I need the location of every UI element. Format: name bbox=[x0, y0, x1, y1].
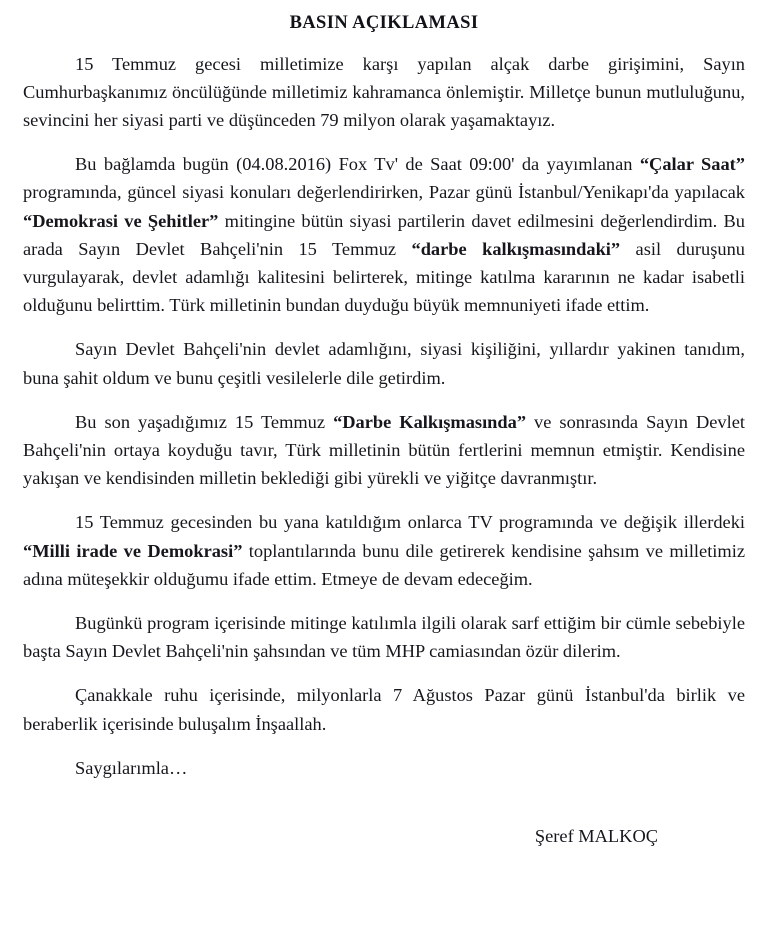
emphasized-text: “Darbe Kalkışmasında” bbox=[333, 411, 527, 432]
closing-salutation: Saygılarımla… bbox=[75, 757, 188, 778]
emphasized-text: “Çalar Saat” bbox=[639, 154, 745, 175]
paragraph-7: Çanakkale ruhu içerisinde, milyonlarla 7 Ağustos Pazar günü İstanbul'da birlik ve beraberlik içerisinde buluşalım İnşaallah. bbox=[23, 685, 745, 734]
paragraph-5: 15 Temmuz gecesinden bu yana katıldığım onlarca TV programında ve değişik illerdeki “Milli irade ve Demokrasi” toplantılarında bunu dile getirerek kendisine şahsım ve milletimiz adına müteşekkir olduğumu ifade ettim. Etmeye de devam edeceğim. bbox=[23, 512, 745, 589]
paragraph-2: Bu bağlamda bugün (04.08.2016) Fox Tv' de Saat 09:00' da yayımlanan “Çalar Saat” programında, güncel siyasi konuları değerlendirirken, Pazar günü İstanbul/Yenikapı'da yapılacak “Demokrasi ve Şehitler” mitingine bütün siyasi partilerin davet edilmesini değerlendirdim. Bu arada Sayın Devlet Bahçeli'nin 15 Temmuz “darbe kalkışmasındaki” asil duruşunu vurgulayarak, devlet adamlığı kalitesini belirterek, mitinge katılma kararının ne kadar isabetli olduğunu belirttim. Türk milletinin bundan duyduğu büyük memnuniyeti ifade ettim. bbox=[23, 154, 745, 316]
document-body bbox=[23, 50, 745, 738]
paragraph-4: Bu son yaşadığımız 15 Temmuz “Darbe Kalkışmasında” ve sonrasında Sayın Devlet Bahçeli'nin ortaya koyduğu tavır, Türk milletinin bütün fertlerini memnun etmiştir. Kendisine yakışan ve kendisinden milletin beklediği gibi yürekli ve yiğitçe davranmıştır. bbox=[23, 411, 745, 489]
emphasized-text: “darbe kalkışmasındaki” bbox=[411, 238, 621, 259]
emphasized-text: “Milli irade ve Demokrasi” bbox=[23, 540, 243, 561]
paragraph-3: Sayın Devlet Bahçeli'nin devlet adamlığını, siyasi kişiliğini, yıllardır yakinen tanıdım, buna şahit oldum ve bunu çeşitli vesilelerle dile getirdim. bbox=[23, 339, 745, 388]
paragraph-6: Bugünkü program içerisinde mitinge katılımla ilgili olarak sarf ettiğim bir cümle sebebiyle başta Sayın Devlet Bahçeli'nin şahsından ve tüm MHP camiasından özür dilerim. bbox=[23, 612, 745, 662]
signature-name: Şeref MALKOÇ bbox=[534, 825, 658, 846]
paragraph-1: 15 Temmuz gecesi milletimize karşı yapılan alçak darbe girişimini, Sayın Cumhurbaşkanımız öncülüğünde milletimiz kahramanca önlemiştir. Milletçe bunun mutluluğunu, sevincini her siyasi parti ve düşünceden 79 milyon olarak yaşamaktayız. bbox=[23, 53, 745, 130]
emphasized-text: “Demokrasi ve Şehitler” bbox=[23, 210, 219, 231]
page-title: BASIN AÇIKLAMASI bbox=[289, 13, 479, 33]
